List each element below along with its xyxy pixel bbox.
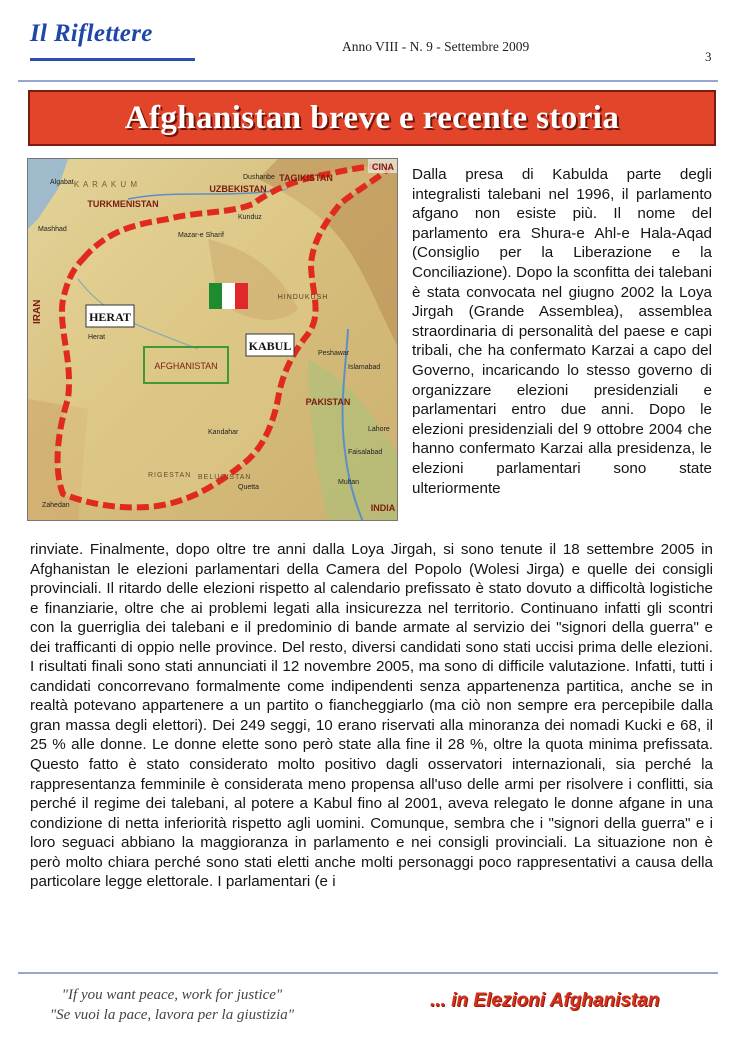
- turkmenistan-label: TURKMENISTAN: [87, 199, 159, 209]
- motto-italian: "Se vuoi la pace, lavora per la giustizia": [49, 1007, 295, 1023]
- iran-label: IRAN: [32, 299, 43, 324]
- article-intro-text: Dalla presa di Kabulda parte degli integralisti talebani nel 1996, il parlamento afgano non esiste più. Il nome del parlamento era Shura-e Ahl-e Hala-Aqad (Consiglio per la Liberazione e la Conciliazione). Dopo la sconfitta dei talebani è stata convocata nel giugno 2002 la Loya Jirgah (Grande Assemblea), assemblea straordinaria di personalità del paese e capi tribali, che ha confermato Karzai a capo del Governo, incaricando lo stesso governo di organizzare elezioni presidenziali e parlamentari entro due anni. Dopo le elezioni presidenziali del 9 ottobre 2004 che hanno confermato Karzai alla presidenza, le elezioni parlamentari sono state ulteriormente: [412, 166, 712, 497]
- article-title: Afghanistan breve e recente storia: [124, 99, 620, 136]
- kandahar-label: Kandahar: [208, 429, 239, 436]
- newspaper-logo: Il Riflettere: [30, 20, 153, 47]
- peshawar-label: Peshawar: [318, 350, 350, 357]
- footer-divider: [18, 972, 718, 974]
- article-body: [30, 540, 713, 892]
- multan-label: Multan: [338, 479, 360, 486]
- page-number: 3: [705, 49, 712, 64]
- faisalabad-label: Faisalabad: [348, 449, 383, 456]
- algabat-label: Algabat: [50, 179, 74, 186]
- cina-label: CINA: [372, 162, 394, 172]
- pakistan-label: PAKISTAN: [305, 397, 351, 407]
- header-divider: [18, 80, 718, 82]
- map-illustration: [28, 159, 398, 521]
- masthead: [30, 20, 720, 70]
- uzbekistan-label: UZBEKISTAN: [209, 184, 267, 194]
- lahore-label: Lahore: [368, 426, 390, 433]
- dushanbe-label: Dushanbe: [243, 174, 275, 181]
- quetta-label: Quetta: [238, 484, 260, 491]
- islamabad-label: Islamabad: [348, 364, 381, 371]
- kabul-label: KABUL: [248, 339, 292, 353]
- afghanistan-label: AFGHANISTAN: [154, 361, 218, 371]
- mazar-label: Mazar-e Sharif: [178, 232, 224, 239]
- motto-english: "If you want peace, work for justice": [61, 987, 283, 1003]
- belucistan-label: BELUCISTAN: [198, 474, 252, 481]
- zahedan-label: Zahedan: [42, 502, 70, 509]
- herat-city-label: Herat: [88, 334, 106, 341]
- article-body-text: rinviate. Finalmente, dopo oltre tre anni dalla Loya Jirgah, si sono tenute il 18 settembre 2005 in Afghanistan le elezioni parlamentari della Camera del Popolo (Wolesi Jirga) e quelle dei consigli provinciali. Il ritardo delle elezioni rispetto al calendario prefissato è stato dovuto a difficoltà logistiche e finanziarie, oltre che ai problemi legati alla insicurezza nel territorio. Continuano infatti gli scontri con la guerriglia dei talebani e il predominio di bande armate al servizio dei "signori della guerra" e dei trafficanti di oppio nelle province. Del resto, diversi candidati sono stati uccisi prima delle elezioni. I risultati finali sono stati annunciati il 12 novembre 2005, ma sono di difficile valutazione. Infatti, tutti i candidati concorrevano formalmente come indipendenti senza appartenenza partitica, anche se in realtà potevano appartenere a un partito o fiancheggiarlo (ma ciò non sempre era percepibile dalla gran massa degli elettori). Dei 249 seggi, 10 erano riservati alla minoranza dei nomadi Kucki e 68, il 25 % alle donne. Le donne elette sono però state alla fine il 28 %, oltre la quota minima prefissata. Questo fatto è stato considerato molto positivo dagli osservatori internazionali, sia perché la rappresentanza femminile è considerata meno propensa all'uso delle armi per risolvere i conflitti, sia perché il regime dei talebani, al potere a Kabul fino al 2001, aveva relegato le donne afgane in una condizione di netta inferiorità rispetto agli uomini. Comunque, sembra che i "signori della guerra" e i loro seguaci abbiano la maggioranza in parlamento e nei consigli provinciali. La situazione non è però molto chiara perché sono stati eletti anche molti personaggi poco rappresentativi a causa della particolare legge elettorale. I parlamentari (e i: [30, 541, 713, 891]
- tagikistan-label: TAGIKISTAN: [279, 173, 333, 183]
- rigestan-label: RIGESTAN: [148, 472, 192, 479]
- issue-info: Anno VIII - N. 9 - Settembre 2009: [342, 39, 530, 54]
- hindukush-label: HINDUKUSH: [277, 294, 329, 301]
- afghanistan-map: [27, 158, 398, 521]
- article-intro-column: [412, 165, 712, 498]
- karakum-label: K A R A K U M: [73, 180, 139, 189]
- logo-underline: [30, 58, 195, 61]
- article-title-banner: [28, 90, 716, 146]
- footer-motto: [22, 985, 322, 1025]
- kunduz-label: Kunduz: [238, 214, 262, 221]
- section-tag: ... in Elezioni Afghanistan: [430, 990, 660, 1011]
- italy-flag: [209, 283, 248, 309]
- india-label: INDIA: [370, 503, 396, 513]
- herat-label: HERAT: [89, 310, 131, 324]
- mashhad-label: Mashhad: [38, 226, 67, 233]
